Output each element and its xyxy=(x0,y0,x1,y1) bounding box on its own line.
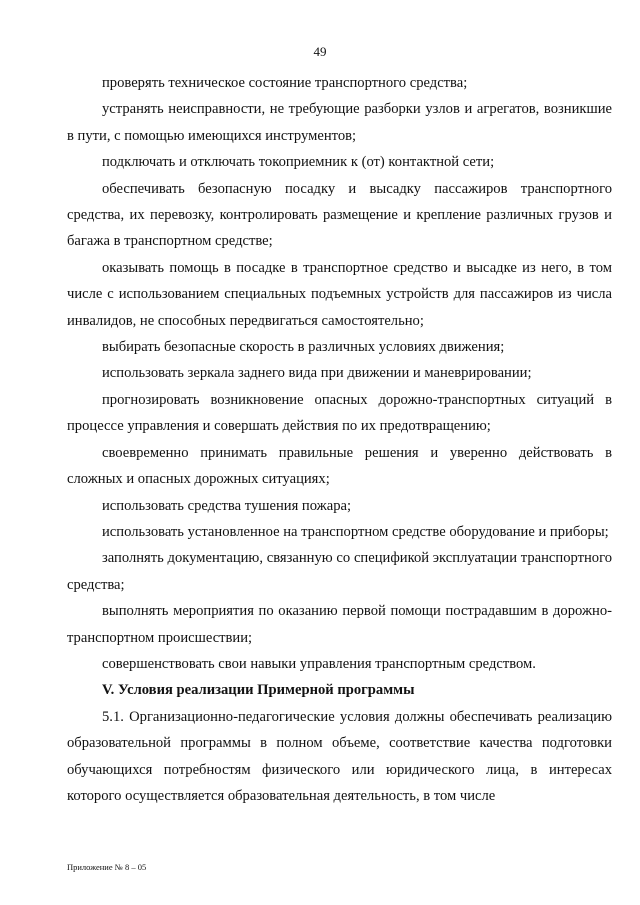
paragraph: использовать зеркала заднего вида при движении и маневрировании; xyxy=(102,365,532,382)
paragraph: подключать и отключать токоприемник к (от) контактной сети; xyxy=(102,154,495,171)
document-body xyxy=(67,70,612,809)
page-number: 49 xyxy=(313,44,327,59)
paragraph: заполнять документацию, связанную со спецификой эксплуатации транспортного средства; xyxy=(67,550,612,593)
paragraph: своевременно принимать правильные решения и уверенно действовать в сложных и опасных дорожных ситуациях; xyxy=(67,444,612,488)
paragraph: прогнозировать возникновение опасных дорожно-транспортных ситуаций в процессе управления и совершать действия по их предотвращению; xyxy=(67,391,612,435)
paragraph: выбирать безопасные скорость в различных условиях движения; xyxy=(102,339,505,356)
footer-note: Приложение № 8 – 05 xyxy=(67,862,147,872)
paragraph: оказывать помощь в посадке в транспортное средство и высадке из него, в том числе с использованием специальных подъемных устройств для пассажиров из числа инвалидов, не способных передвигаться самостоятельно; xyxy=(67,259,612,329)
paragraph: использовать установленное на транспортном средстве оборудование и приборы; xyxy=(102,523,609,540)
paragraph: проверять техническое состояние транспортного средства; xyxy=(102,75,468,91)
paragraph: выполнять мероприятия по оказанию первой помощи пострадавшим в дорожно-транспортном происшествии; xyxy=(67,603,612,646)
section-heading: V. Условия реализации Примерной программы xyxy=(102,682,415,699)
paragraph: устранять неисправности, не требующие разборки узлов и агрегатов, возникшие в пути, с помощью имеющихся инструментов; xyxy=(67,101,612,144)
paragraph: обеспечивать безопасную посадку и высадку пассажиров транспортного средства, их перевозку, контролировать размещение и крепление различных грузов и багажа в транспортном средстве; xyxy=(67,180,612,250)
paragraph: совершенствовать свои навыки управления транспортным средством. xyxy=(102,655,536,672)
section-paragraph: 5.1. Организационно-педагогические условия должны обеспечивать реализацию образовательной программы в полном объеме, соответствие качества подготовки обучающихся потребностям физического или юридического лица, в интересах которого осуществляется образовательная деятельность, в том числе xyxy=(67,708,612,804)
paragraph: использовать средства тушения пожара; xyxy=(102,497,352,514)
